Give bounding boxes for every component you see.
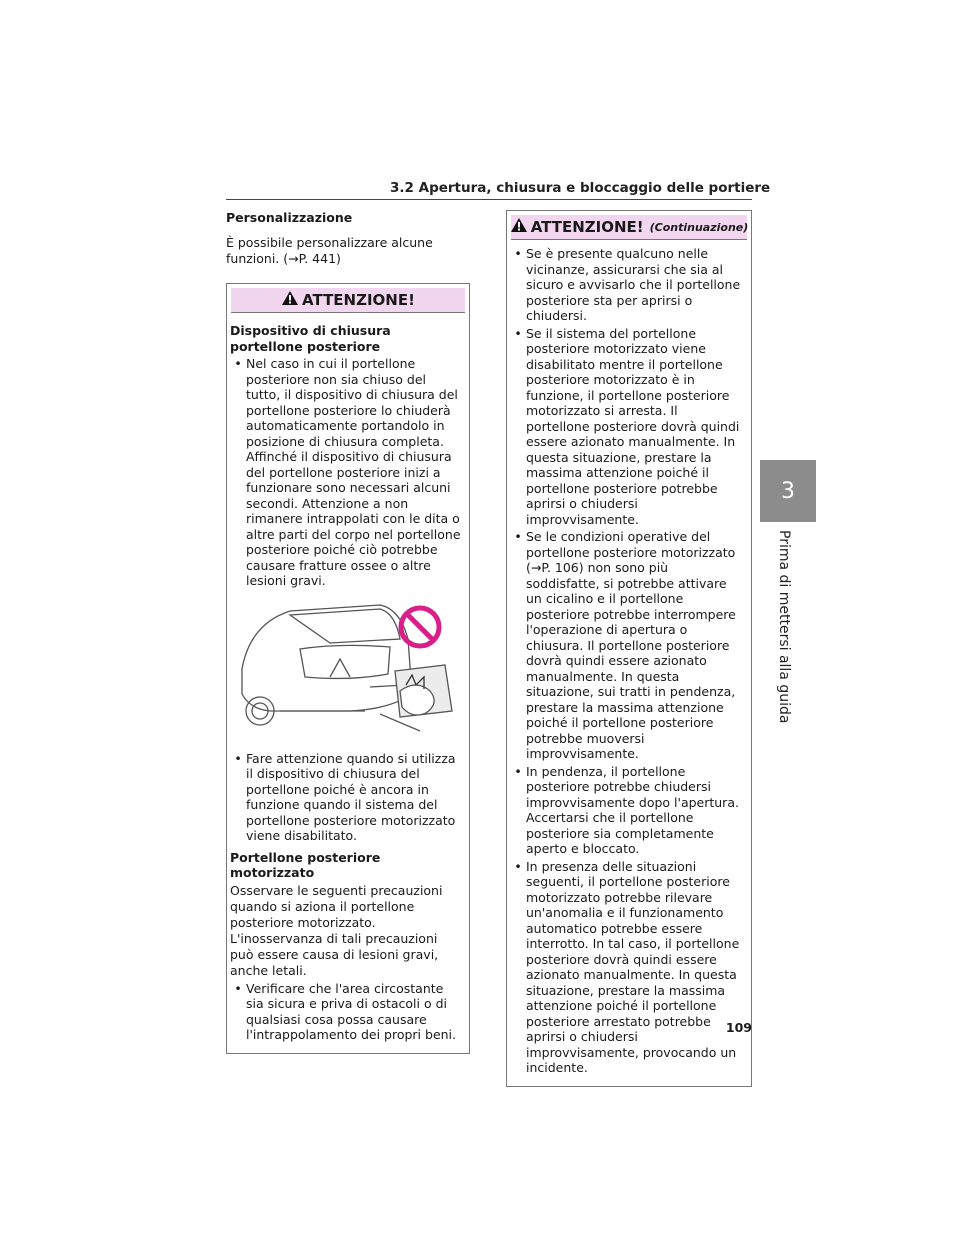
intro-paragraph: È possibile personalizzare alcune funzioni. (→P. 441) xyxy=(226,235,433,266)
bullet-item: • Verificare che l'area circostante sia sicura e priva di ostacoli o di qualsiasi cosa possa causare l'intrappolamento dei propri beni. xyxy=(230,981,463,1043)
warning-box xyxy=(226,283,470,1054)
precaution-paragraph: Osservare le seguenti precauzioni quando si aziona il portellone posteriore motorizzato. L'inosservanza di tali precauzioni può essere causa di lesioni gravi, anche letali. xyxy=(230,882,443,978)
tailgate-illustration xyxy=(230,599,462,739)
bullet-item: • Nel caso in cui il portellone posteriore non sia chiuso del tutto, il dispositivo di chiusura del portellone posteriore lo chiuderà automaticamente portandolo in posizione di chiusura completa. Affinché il dispositivo di chiusura del portellone posteriore inizi a funzionare sono necessari alcuni secondi. Attenzione a non rimanere intrappolati con le dita o altre parti del corpo nel portellone posteriore poiché ciò potrebbe causare fratture ossee o altre lesioni gravi. xyxy=(230,356,463,589)
warning-header xyxy=(231,288,465,313)
bullet-item: • In pendenza, il portellone posteriore potrebbe chiudersi improvvisamente dopo l'apertura. Accertarsi che il portellone posteriore sia completamente aperto e bloccato. xyxy=(510,764,745,857)
chapter-label: Prima di mettersi alla guida xyxy=(776,530,792,724)
warning-body xyxy=(507,240,751,1086)
warning-triangle-icon xyxy=(281,290,299,310)
chapter-tab xyxy=(760,460,816,522)
warning-triangle-icon xyxy=(510,217,528,237)
warning-title: ATTENZIONE! xyxy=(530,218,644,236)
bullet-item: • Se è presente qualcuno nelle vicinanze, assicurarsi che sia al sicuro e avvisarlo che il portellone posteriore sta per aprirsi o chiudersi. xyxy=(510,246,745,324)
chapter-number: 3 xyxy=(781,478,795,504)
section-header: 3.2 Apertura, chiusura e bloccaggio delle portiere xyxy=(390,180,771,196)
warning-header xyxy=(511,215,747,240)
section-heading: Personalizzazione xyxy=(226,210,353,225)
subheading-closer: Dispositivo di chiusura portellone posteriore xyxy=(230,323,391,354)
bullet-item: • Se il sistema del portellone posteriore motorizzato viene disabilitato mentre il portellone posteriore motorizzato è in funzione, il portellone posteriore motorizzato si arresta. Il portellone posteriore dovrà quindi essere azionato manualmente. In questa situazione, prestare la massima attenzione poiché il portellone posteriore potrebbe aprirsi o chiudersi improvvisamente. xyxy=(510,326,745,528)
bullet-item: • Se le condizioni operative del portellone posteriore motorizzato (→P. 106) non sono più soddisfatte, si potrebbe attivare un cicalino e il portellone posteriore potrebbe interrompere l'operazione di apertura o chiusura. Il portellone posteriore dovrà quindi essere azionato manualmente. In questa situazione, sui tratti in pendenza, prestare la massima attenzione poiché il portellone posteriore potrebbe muoversi improvvisamente. xyxy=(510,529,745,762)
warning-box-continued xyxy=(506,210,752,1087)
right-column xyxy=(506,210,752,1087)
warning-title: ATTENZIONE! xyxy=(302,291,415,309)
page-number: 109 xyxy=(725,1020,752,1035)
continued-label: (Continuazione) xyxy=(649,220,749,234)
warning-body xyxy=(227,313,469,1049)
bullet-item: • Fare attenzione quando si utilizza il dispositivo di chiusura del portellone poiché è ancora in funzione quando il sistema del portellone posteriore motorizzato viene disabilitato. xyxy=(230,751,463,844)
bullet-item: • In presenza delle situazioni seguenti, il portellone posteriore motorizzato potrebbe rilevare un'anomalia e il funzionamento automatico potrebbe essere interrotto. In tal caso, il portellone posteriore dovrà quindi essere azionato manualmente. In questa situazione, prestare la massima attenzione poiché il portellone posteriore arrestato potrebbe aprirsi o chiudersi improvvisamente, provocando un incidente. xyxy=(510,859,745,1076)
header-rule xyxy=(226,199,752,200)
chapter-label-container xyxy=(776,530,800,724)
subheading-power-tailgate: Portellone posteriore motorizzato xyxy=(230,849,381,880)
left-column xyxy=(226,210,470,1054)
